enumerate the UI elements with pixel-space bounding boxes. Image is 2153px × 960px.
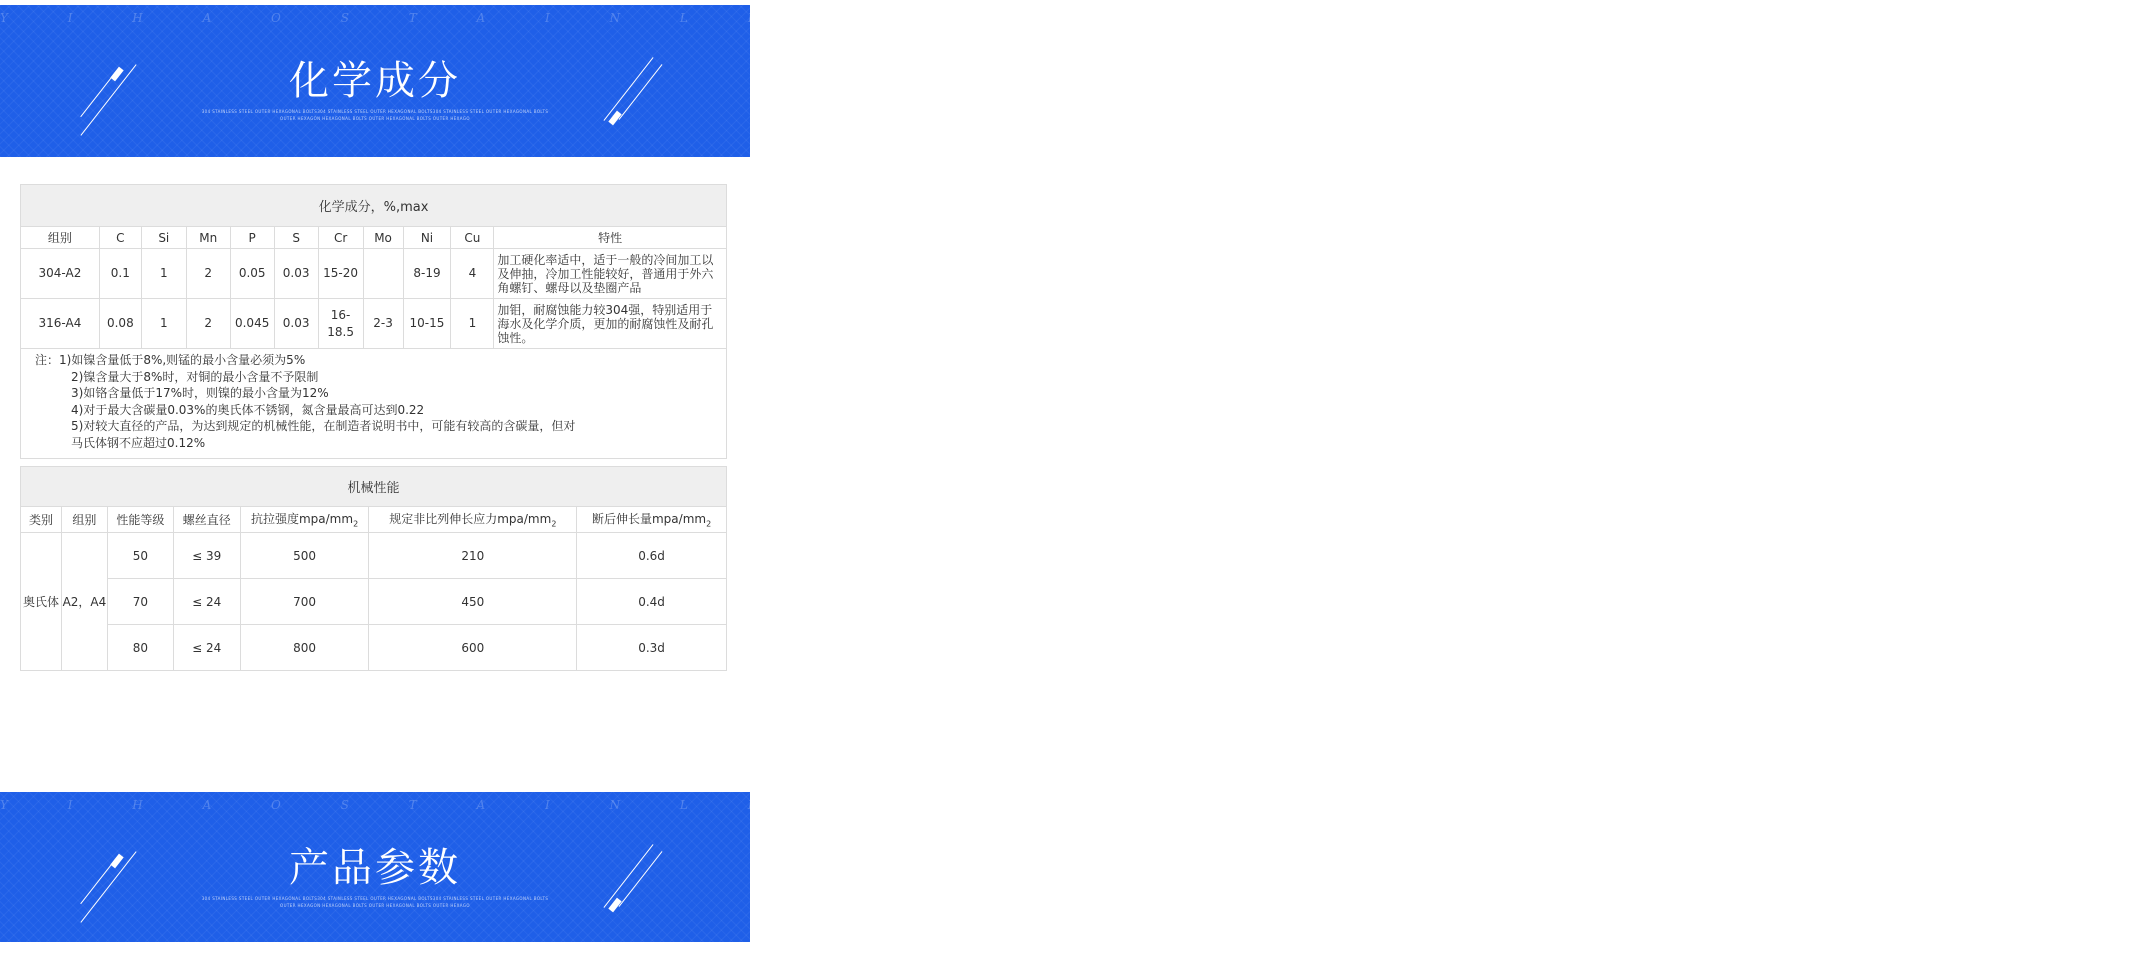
- cell-cr: 15-20: [318, 249, 363, 299]
- table-row: [21, 625, 727, 671]
- cell-tensile: 500: [240, 533, 369, 579]
- cell-cr: 16-18.5: [318, 299, 363, 349]
- cell-c: 0.08: [99, 299, 141, 349]
- cell-ni: 10-15: [403, 299, 451, 349]
- col-header: Si: [141, 227, 186, 249]
- col-header: 组别: [21, 227, 100, 249]
- note-label: 注：: [35, 353, 60, 367]
- banner-title: 产品参数: [289, 845, 461, 891]
- cell-group: 316-A4: [21, 299, 100, 349]
- cell-group: A2，A4: [61, 533, 107, 671]
- col-header: 类别: [21, 507, 62, 533]
- note-line: 4)对于最大含碳量0.03%的奥氏体不锈钢，氮含量最高可达到0.22: [71, 402, 425, 417]
- table-row: [21, 249, 727, 299]
- cell-cu: 4: [451, 249, 494, 299]
- cell-grade: 80: [107, 625, 173, 671]
- cell-elongation: 0.3d: [577, 625, 727, 671]
- cell-tensile: 800: [240, 625, 369, 671]
- col-header: 螺丝直径: [173, 507, 240, 533]
- cell-p: 0.05: [230, 249, 274, 299]
- cell-c: 0.1: [99, 249, 141, 299]
- cell-si: 1: [141, 299, 186, 349]
- note-line: 3)如铬含量低于17%时，则镍的最小含量为12%: [71, 386, 329, 401]
- note-line: 5)对较大直径的产品，为达到规定的机械性能，在制造者说明书中，可能有较高的含碳量，但对: [71, 419, 576, 434]
- chemical-composition-table: [20, 184, 727, 459]
- cell-property: 加钼，耐腐蚀能力较304强，特别适用于海水及化学介质，更加的耐腐蚀性及耐孔蚀性。: [494, 299, 727, 349]
- col-header: S: [274, 227, 318, 249]
- notes-block: [21, 349, 727, 459]
- cell-mo: [363, 249, 403, 299]
- cell-diameter: ≤ 24: [173, 579, 240, 625]
- mechanical-table-caption: 机械性能: [21, 467, 727, 507]
- banner-subtext: 304 STAINLESS STEEL OUTER HEXAGONAL BOLTS304 STAINLESS STEEL OUTER HEXAGONAL BOLTS304 STAINLESS STEEL OUTER HEXAGONAL BOLTS OUTER HEXAGON HEXAGONAL BOLTS OUTER HEXAGONAL BOLTS OUTER HEXAGO: [201, 109, 549, 121]
- cell-diameter: ≤ 24: [173, 625, 240, 671]
- col-header: 组别: [61, 507, 107, 533]
- table-row: [21, 579, 727, 625]
- cell-group: 304-A2: [21, 249, 100, 299]
- note-line: 注：1)如镍含量低于8%,则锰的最小含量必须为5%: [35, 353, 306, 367]
- cell-category: 奥氏体: [21, 533, 62, 671]
- banner-ghost-text: Y I H A O S T A I N L E S S S T E E L I S T R U S T W O R T H Y: [0, 798, 2153, 812]
- cell-yield: 210: [369, 533, 577, 579]
- mechanical-properties-table: [20, 466, 727, 671]
- cell-elongation: 0.6d: [577, 533, 727, 579]
- cell-diameter: ≤ 39: [173, 533, 240, 579]
- note-line: 2)镍含量大于8%时，对铜的最小含量不予限制: [71, 369, 319, 384]
- section-banner-parameters: [0, 792, 2153, 942]
- cell-grade: 50: [107, 533, 173, 579]
- cell-s: 0.03: [274, 249, 318, 299]
- col-header: 特性: [494, 227, 727, 249]
- cell-yield: 600: [369, 625, 577, 671]
- col-header: Mn: [186, 227, 230, 249]
- cell-p: 0.045: [230, 299, 274, 349]
- cell-mn: 2: [186, 299, 230, 349]
- chemical-table-caption: 化学成分，%,max: [21, 185, 727, 227]
- col-header: 断后伸长量mpa/$mm_2$: [577, 507, 727, 533]
- col-header: 性能等级: [107, 507, 173, 533]
- cell-s: 0.03: [274, 299, 318, 349]
- cell-yield: 450: [369, 579, 577, 625]
- cell-si: 1: [141, 249, 186, 299]
- col-header: C: [99, 227, 141, 249]
- col-header: 规定非比列伸长应力mpa/$mm_2$: [369, 507, 577, 533]
- cell-tensile: 700: [240, 579, 369, 625]
- col-header: P: [230, 227, 274, 249]
- banner-title: 化学成分: [289, 58, 461, 104]
- cell-elongation: 0.4d: [577, 579, 727, 625]
- table-row: [21, 299, 727, 349]
- cell-mn: 2: [186, 249, 230, 299]
- cell-ni: 8-19: [403, 249, 451, 299]
- cell-mo: 2-3: [363, 299, 403, 349]
- col-header: 抗拉强度mpa/$mm_2$: [240, 507, 369, 533]
- section-banner-chemical: [0, 5, 2153, 157]
- cell-cu: 1: [451, 299, 494, 349]
- cell-grade: 70: [107, 579, 173, 625]
- banner-ghost-text: Y I H A O S T A I N L E S S S T E E L I S T R U S T W O R T H Y: [0, 11, 2153, 25]
- col-header: Cu: [451, 227, 494, 249]
- table-row: [21, 533, 727, 579]
- banner-subtext: 304 STAINLESS STEEL OUTER HEXAGONAL BOLTS304 STAINLESS STEEL OUTER HEXAGONAL BOLTS304 STAINLESS STEEL OUTER HEXAGONAL BOLTS OUTER HEXAGON HEXAGONAL BOLTS OUTER HEXAGONAL BOLTS OUTER HEXAGO: [201, 896, 549, 908]
- cell-property: 加工硬化率适中，适于一般的冷间加工以及伸抽，冷加工性能较好，普通用于外六角螺钉、螺母以及垫圈产品: [494, 249, 727, 299]
- col-header: Cr: [318, 227, 363, 249]
- note-line: 马氏体钢不应超过0.12%: [71, 435, 206, 450]
- col-header: Mo: [363, 227, 403, 249]
- col-header: Ni: [403, 227, 451, 249]
